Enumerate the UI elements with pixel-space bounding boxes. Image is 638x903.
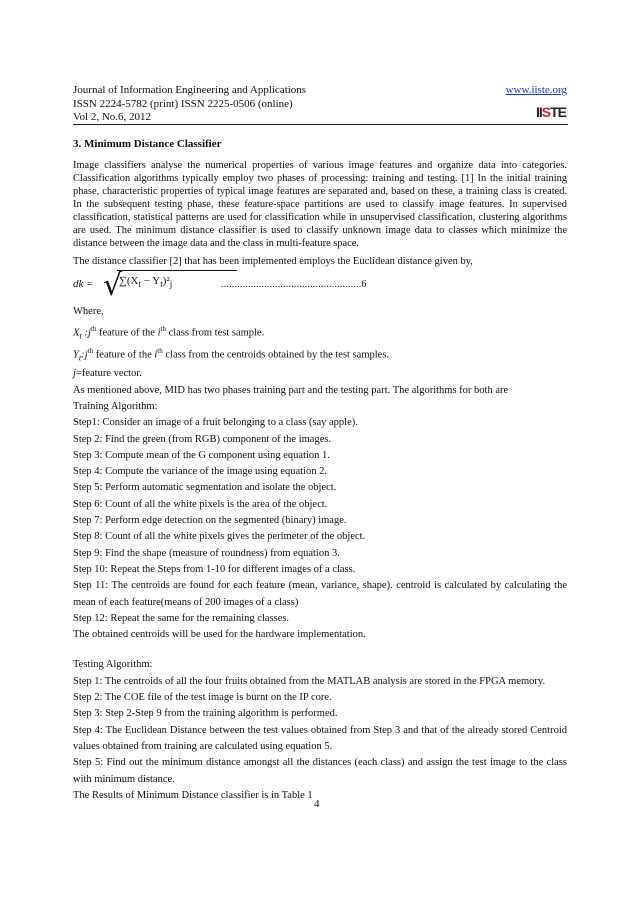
journal-header (73, 84, 567, 125)
journal-issn: ISSN 2224-5782 (print) ISSN 2225-0506 (online) (73, 97, 293, 110)
training-step: Step 5: Perform automatic segmentation and isolate the object. (73, 482, 337, 494)
euclidean-equation (73, 270, 567, 304)
results-sentence: The Results of Minimum Distance classifier is in Table 1 (73, 789, 313, 801)
equation-lhs: dk = (73, 278, 94, 291)
distance-sentence: The distance classifier [2] that has been implemented employs the Euclidean distance given by, (73, 256, 473, 267)
training-step: Step 8: Count of all the white pixels gives the perimeter of the object. (73, 531, 366, 543)
iiste-logo: IISTE (536, 104, 567, 120)
definition-yt: $Y_t:j^{th}$ feature of the $i^{th}$ class from the centroids obtained by the test samples. (73, 347, 390, 364)
definition-xt: $X_t$ $:j^{th}$ feature of the $i^{th}$ class from test sample. (73, 324, 265, 341)
training-step: Step 10: Repeat the Steps from 1-10 for different images of a class. (73, 563, 356, 575)
equation-radicand: $\sum(X_t - Y_t)^2_j$ (119, 275, 173, 290)
intro-paragraph: Image classifiers analyse the numerical properties of various image features and organize data into categories. Classification algorithms typically employ two phases of processing: training and testing. [1] In the initial training phase, characteristic properties of typical image features are separated and, based on these, a training class is created. In the subsequent testing phase, these feature-space partitions are used to classify image features. In supervised classification, statistical patterns are used for classification while in unsupervised classification, clustering algorithms are used. The minimum distance classifier is used to classify unknown image data to classes which minimize the distance between the image data and the class in multi-feature space. (73, 160, 567, 249)
training-step: Step 11: The centroids are found for each feature (mean, variance, shape). centroid is calculated by calculating the mean of each feature(means of 200 images of a class) (73, 580, 567, 608)
training-step: Step 4: Compute the variance of the image using equation 2. (73, 466, 327, 478)
where-label: Where, (73, 306, 104, 318)
spacer (73, 643, 567, 657)
testing-step: Step 2: The COE file of the test image is burnt on the IP core. (73, 692, 332, 704)
journal-title: Journal of Information Engineering and Applications (73, 84, 307, 96)
training-step: Step 6: Count of all the white pixels is the area of the object. (73, 498, 328, 510)
testing-step: Step 1: The centroids of all the four fruits obtained from the MATLAB analysis are stored in the FPGA memory. (73, 675, 546, 687)
definition-j: j=feature vector. (73, 368, 142, 380)
journal-volume: Vol 2, No.6, 2012 (73, 111, 152, 123)
page-number: 4 (314, 798, 320, 810)
training-step: Step 7: Perform edge detection on the segmented (binary) image. (73, 515, 347, 527)
page-body (73, 137, 567, 804)
centroids-note: The obtained centroids will be used for the hardware implementation. (73, 629, 366, 641)
training-step: Step 9: Find the shape (measure of roundness) from equation 3. (73, 547, 340, 559)
testing-step: Step 4: The Euclidean Distance between the test values obtained from Step 3 and that of the already stored Centroid values obtained from training are calculated using equation 5. (73, 724, 567, 752)
sqrt-symbol: √ (103, 268, 123, 304)
sqrt-overbar (117, 270, 237, 271)
section-heading: 3. Minimum Distance Classifier (73, 138, 222, 150)
training-step: Step1: Consider an image of a fruit belonging to a class (say apple). (73, 417, 358, 429)
mid-sentence: As mentioned above, MID has two phases training part and the testing part. The algorithms for both are (73, 384, 509, 396)
header-rule (73, 124, 568, 125)
training-label: Training Algorithm: (73, 400, 158, 412)
training-step: Step 12: Repeat the same for the remaining classes. (73, 612, 290, 624)
equation-number: ....................................................6 (221, 279, 367, 291)
training-step: Step 3: Compute mean of the G component using equation 1. (73, 449, 330, 461)
journal-url-link[interactable]: www.iiste.org (505, 84, 567, 96)
testing-step: Step 5: Find out the minimum distance amongst all the distances (each class) and assign the test image to the class with minimum distance. (73, 757, 567, 785)
testing-label: Testing Algorithm: (73, 659, 153, 671)
training-step: Step 2: Find the green (from RGB) component of the images. (73, 433, 332, 445)
testing-step: Step 3: Step 2-Step 9 from the training algorithm is performed. (73, 708, 338, 720)
